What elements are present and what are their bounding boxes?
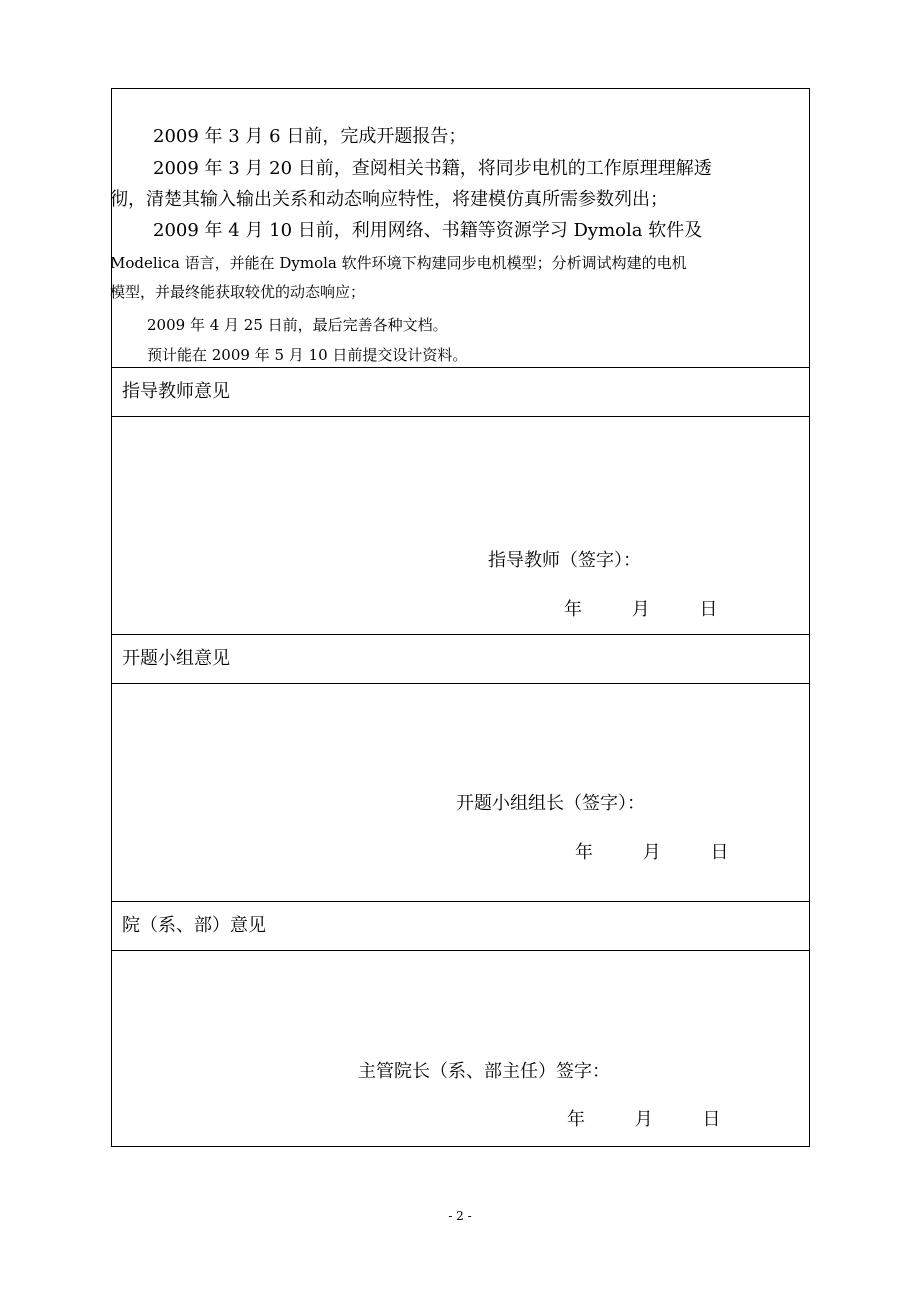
proposal-form-table [111,88,810,1147]
group-signature-label: 开题小组组长（签字）： [456,793,645,814]
advisor-signature-label: 指导教师（签字）： [488,550,641,571]
advisor-header-row [112,367,809,416]
dept-opinion-area [112,950,809,1146]
advisor-date [564,599,717,621]
plan-line-8: 预计能在 2009 年 5 月 10 日前提交设计资料。 [147,346,468,364]
plan-line-4: 2009 年 4 月 10 日前，利用网络、书籍等资源学习 Dymola 软件及 [153,220,703,241]
month-label: 月 [631,599,650,620]
group-date [575,842,728,864]
dept-signature-label: 主管院长（系、部主任）签字： [358,1061,610,1082]
year-label: 年 [564,599,582,620]
advisor-header: 指导教师意见 [122,381,230,402]
plan-section [112,89,809,367]
month-label: 月 [634,1109,653,1130]
dept-header-row [112,901,809,950]
dept-date [567,1109,720,1131]
plan-line-7: 2009 年 4 月 25 日前，最后完善各种文档。 [147,316,448,334]
day-label: 日 [702,1109,721,1130]
year-label: 年 [575,842,593,863]
plan-line-6: 模型，并最终能获取较优的动态响应； [110,283,366,301]
plan-line-2: 2009 年 3 月 20 日前，查阅相关书籍，将同步电机的工作原理理解透 [153,158,712,179]
page-number: - 2 - [448,1209,472,1223]
day-label: 日 [710,842,729,863]
advisor-opinion-area [112,416,809,634]
group-opinion-area [112,683,809,901]
plan-line-1: 2009 年 3 月 6 日前，完成开题报告； [153,126,467,147]
group-header: 开题小组意见 [122,648,230,669]
group-header-row [112,634,809,683]
plan-line-5: Modelica 语言，并能在 Dymola 软件环境下构建同步电机模型；分析调试构建的电机 [110,254,687,272]
year-label: 年 [567,1109,585,1130]
day-label: 日 [699,599,718,620]
month-label: 月 [642,842,661,863]
dept-header: 院（系、部）意见 [122,915,266,936]
plan-line-3: 彻，清楚其输入输出关系和动态响应特性，将建模仿真所需参数列出； [110,189,668,210]
